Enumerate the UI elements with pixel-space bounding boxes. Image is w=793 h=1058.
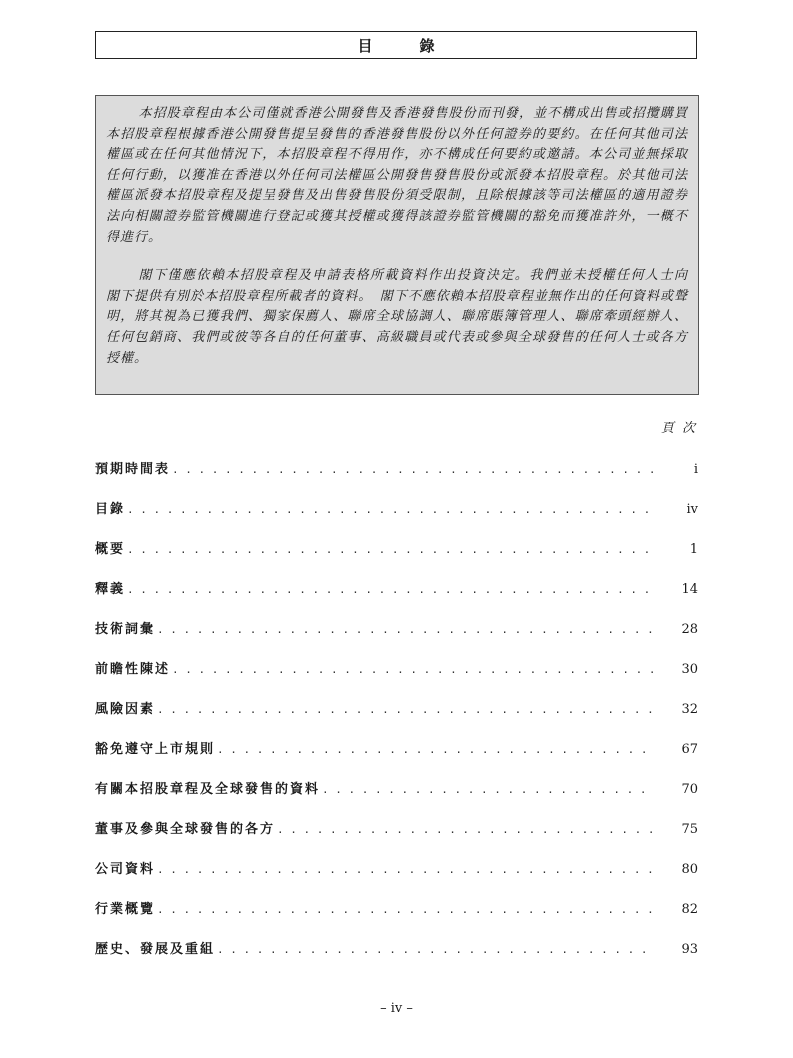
toc-entry-page: 14: [681, 582, 698, 597]
dot-leader: [322, 783, 654, 796]
dot-leader: [217, 943, 654, 956]
toc-entry-title: 釋義: [95, 582, 126, 597]
toc-entry[interactable]: [95, 578, 698, 618]
toc-entry[interactable]: [95, 738, 698, 778]
toc-entry-title: 董事及參與全球發售的各方: [95, 822, 276, 837]
toc-entry-title: 前瞻性陳述: [95, 662, 171, 677]
toc-entry[interactable]: [95, 818, 698, 858]
toc-entry-title: 豁免遵守上市規則: [95, 742, 216, 757]
toc-entry[interactable]: [95, 698, 698, 738]
toc-entry[interactable]: [95, 618, 698, 658]
dot-leader: [127, 543, 654, 556]
toc-entry[interactable]: [95, 538, 698, 578]
toc-entry[interactable]: [95, 778, 698, 818]
dot-leader: [217, 743, 654, 756]
toc-entry-title: 公司資料: [95, 862, 156, 877]
toc-entry-page: 67: [681, 742, 698, 757]
toc-entry-page: 80: [681, 862, 698, 877]
page-column-label: 頁 次: [660, 421, 697, 436]
toc-entry[interactable]: [95, 458, 698, 498]
page-number: – iv –: [380, 1001, 413, 1016]
toc-entry-page: 82: [681, 902, 698, 917]
dot-leader: [157, 863, 654, 876]
disclaimer-paragraph: 本招股章程由本公司僅就香港公開發售及香港發售股份而刊發，並不構成出售或招攬購買本招股章程根據香港公開發售提呈發售的香港發售股份以外任何證券的要約。在任何其他司法權區或在任何其他情況下，本招股章程不得用作，亦不構成任何要約或邀請。本公司並無採取任何行動，以獲准在香港以外任何司法權區公開發售發售股份或派發本招股章程。於其他司法權區派發本招股章程及提呈發售及出售發售股份須受限制，且除根據該等司法權區的適用證券法向相關證券監管機關進行登記或獲其授權或獲得該證券監管機關的豁免而獲准許外，一概不得進行。: [106, 106, 688, 245]
dot-leader: [127, 503, 654, 516]
toc-entry-title: 行業概覽: [95, 902, 156, 917]
dot-leader: [157, 903, 654, 916]
toc-entry-title: 歷史、發展及重組: [95, 942, 216, 957]
toc-entry[interactable]: [95, 858, 698, 898]
toc-entry-page: 30: [681, 662, 698, 677]
toc-entry-title: 預期時間表: [95, 462, 171, 477]
toc-entry-page: 70: [681, 782, 698, 797]
toc-entry-title: 有關本招股章程及全球發售的資料: [95, 782, 321, 797]
toc-entry-page: i: [693, 462, 698, 477]
disclaimer-box: [95, 95, 703, 395]
dot-leader: [127, 583, 654, 596]
toc-entry-page: 28: [681, 622, 698, 637]
toc-entry-title: 目錄: [95, 502, 126, 517]
dot-leader: [157, 623, 654, 636]
toc-entry[interactable]: [95, 658, 698, 698]
dot-leader: [172, 663, 654, 676]
dot-leader: [277, 823, 654, 836]
dot-leader: [157, 703, 654, 716]
table-of-contents: [95, 458, 698, 978]
page-title: 目 錄: [95, 31, 697, 59]
toc-entry-title: 概要: [95, 542, 126, 557]
toc-entry[interactable]: [95, 498, 698, 538]
toc-entry-page: 93: [681, 942, 698, 957]
dot-leader: [172, 463, 654, 476]
toc-entry-title: 風險因素: [95, 702, 156, 717]
toc-entry[interactable]: [95, 898, 698, 938]
disclaimer-paragraph: 閣下僅應依賴本招股章程及申請表格所載資料作出投資決定。我們並未授權任何人士向 閣下提供有別於本招股章程所載者的資料。 閣下不應依賴本招股章程並無作出的任何資料或聲明，將其視為已獲我們、獨家保薦人、聯席全球協調人、聯席賬簿管理人、聯席牽頭經辦人、任何包銷商、我們或彼等各自的任何董事、高級職員或代表或參與全球發售的任何人士或各方授權。: [106, 268, 703, 366]
toc-entry-page: iv: [686, 502, 698, 517]
toc-entry-page: 1: [689, 542, 698, 557]
toc-entry-page: 75: [681, 822, 698, 837]
toc-entry-title: 技術詞彙: [95, 622, 156, 637]
toc-entry-page: 32: [681, 702, 698, 717]
toc-entry[interactable]: [95, 938, 698, 978]
